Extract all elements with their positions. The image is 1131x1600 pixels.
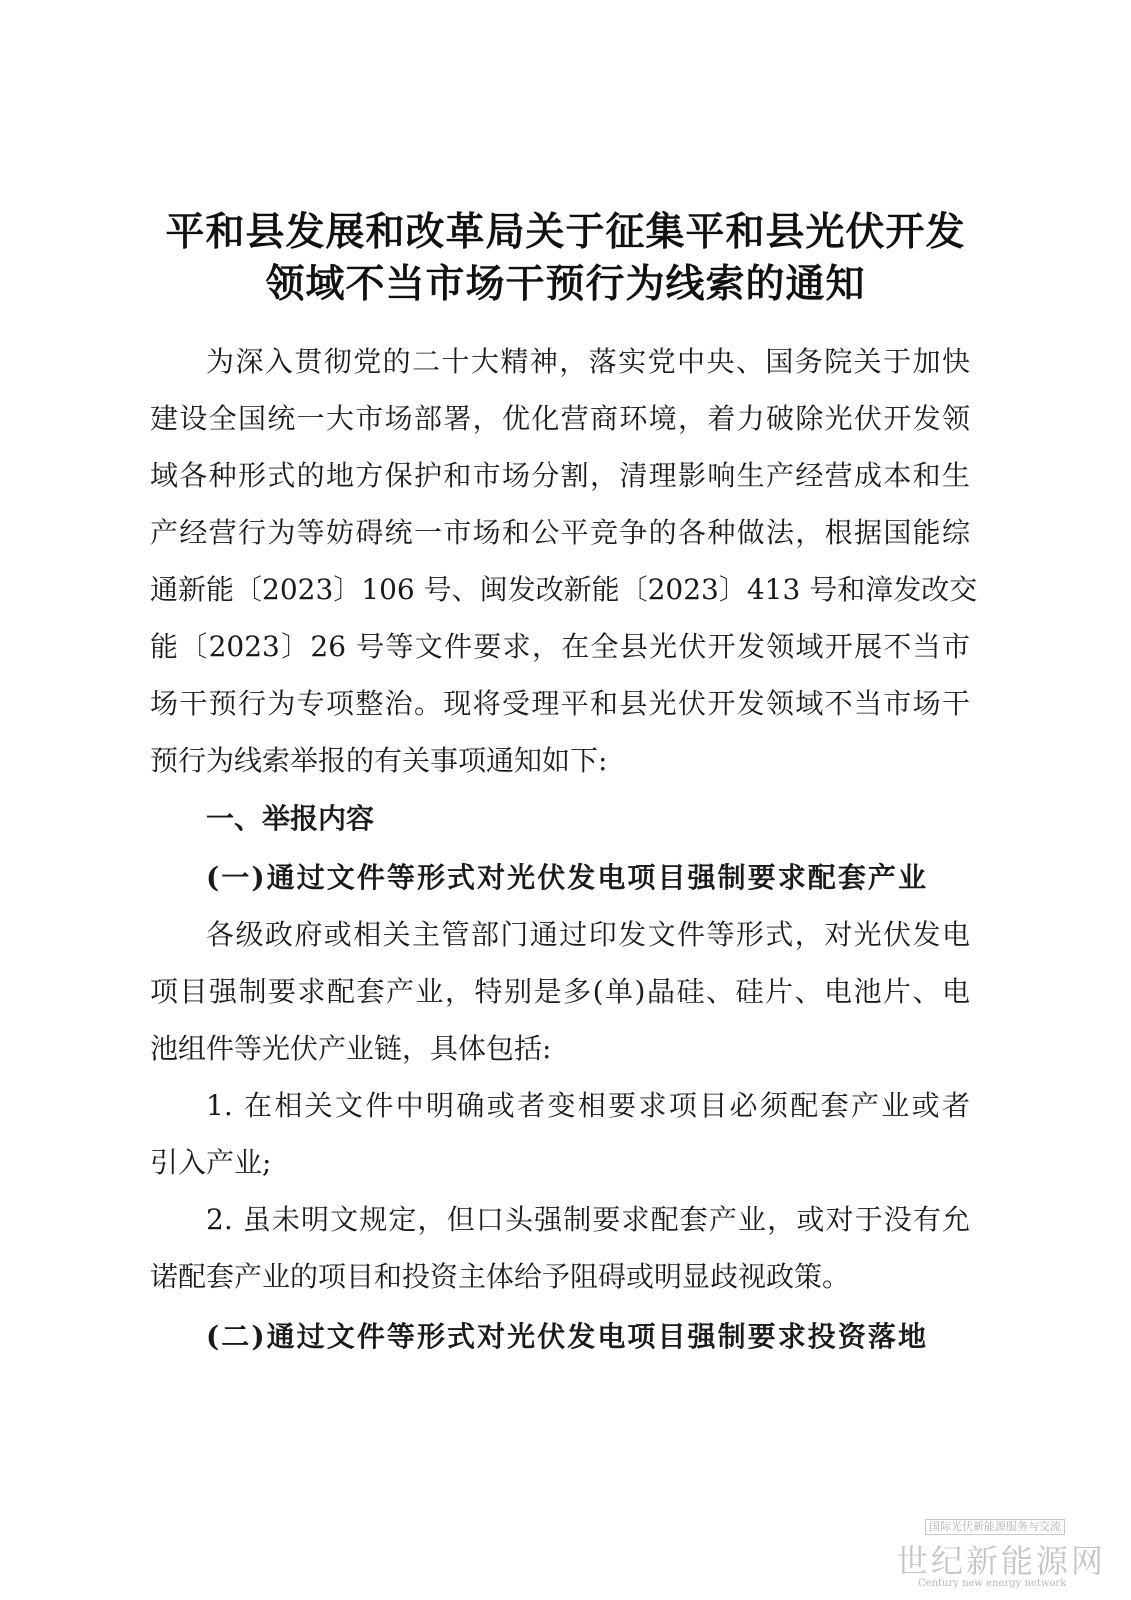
- subsection-1-line: 池组件等光伏产业链，具体包括:: [150, 1032, 552, 1065]
- section-heading-1: 一、举报内容: [206, 802, 375, 835]
- watermark-english: Century new energy network: [918, 1578, 1067, 1589]
- intro-paragraph-line: 产经营行为等妨碍统一市场和公平竞争的各种做法，根据国能综: [150, 516, 970, 549]
- intro-paragraph-line: 场干预行为专项整治。现将受理平和县光伏开发领域不当市场干: [150, 687, 970, 720]
- intro-paragraph-line: 通新能〔2023〕106 号、闽发改新能〔2023〕413 号和漳发改交: [150, 573, 978, 606]
- subsection-heading-2: (二)通过文件等形式对光伏发电项目强制要求投资落地: [206, 1320, 926, 1353]
- document-title-line-2: 领域不当市场干预行为线索的通知: [265, 262, 866, 307]
- intro-paragraph-line: 建设全国统一大市场部署，优化营商环境，着力破除光伏开发领: [150, 402, 970, 435]
- watermark-brand: 世纪新能源网: [896, 1542, 1107, 1580]
- list-item-2-line: 2. 虽未明文规定，但口头强制要求配套产业，或对于没有允: [206, 1203, 970, 1236]
- document-title-line-1: 平和县发展和改革局关于征集平和县光伏开发: [165, 210, 966, 255]
- intro-paragraph-line: 为深入贯彻党的二十大精神，落实党中央、国务院关于加快: [206, 345, 970, 378]
- list-item-1-line: 引入产业;: [150, 1146, 272, 1179]
- subsection-1-line: 各级政府或相关主管部门通过印发文件等形式，对光伏发电: [206, 918, 970, 951]
- subsection-1-line: 项目强制要求配套产业，特别是多(单)晶硅、硅片、电池片、电: [150, 975, 970, 1008]
- list-item-1-line: 1. 在相关文件中明确或者变相要求项目必须配套产业或者: [206, 1089, 970, 1122]
- list-item-2-line: 诺配套产业的项目和投资主体给予阻碍或明显歧视政策。: [150, 1260, 851, 1293]
- subsection-heading-1: (一)通过文件等形式对光伏发电项目强制要求配套产业: [206, 861, 926, 894]
- intro-paragraph-line: 预行为线索举报的有关事项通知如下:: [150, 744, 608, 777]
- intro-paragraph-line: 域各种形式的地方保护和市场分割，清理影响生产经营成本和生: [150, 459, 970, 492]
- intro-paragraph-line: 能〔2023〕26 号等文件要求，在全县光伏开发领域开展不当市: [150, 630, 970, 663]
- watermark-small-label: 国际光伏新能源服务与交流: [925, 1519, 1065, 1535]
